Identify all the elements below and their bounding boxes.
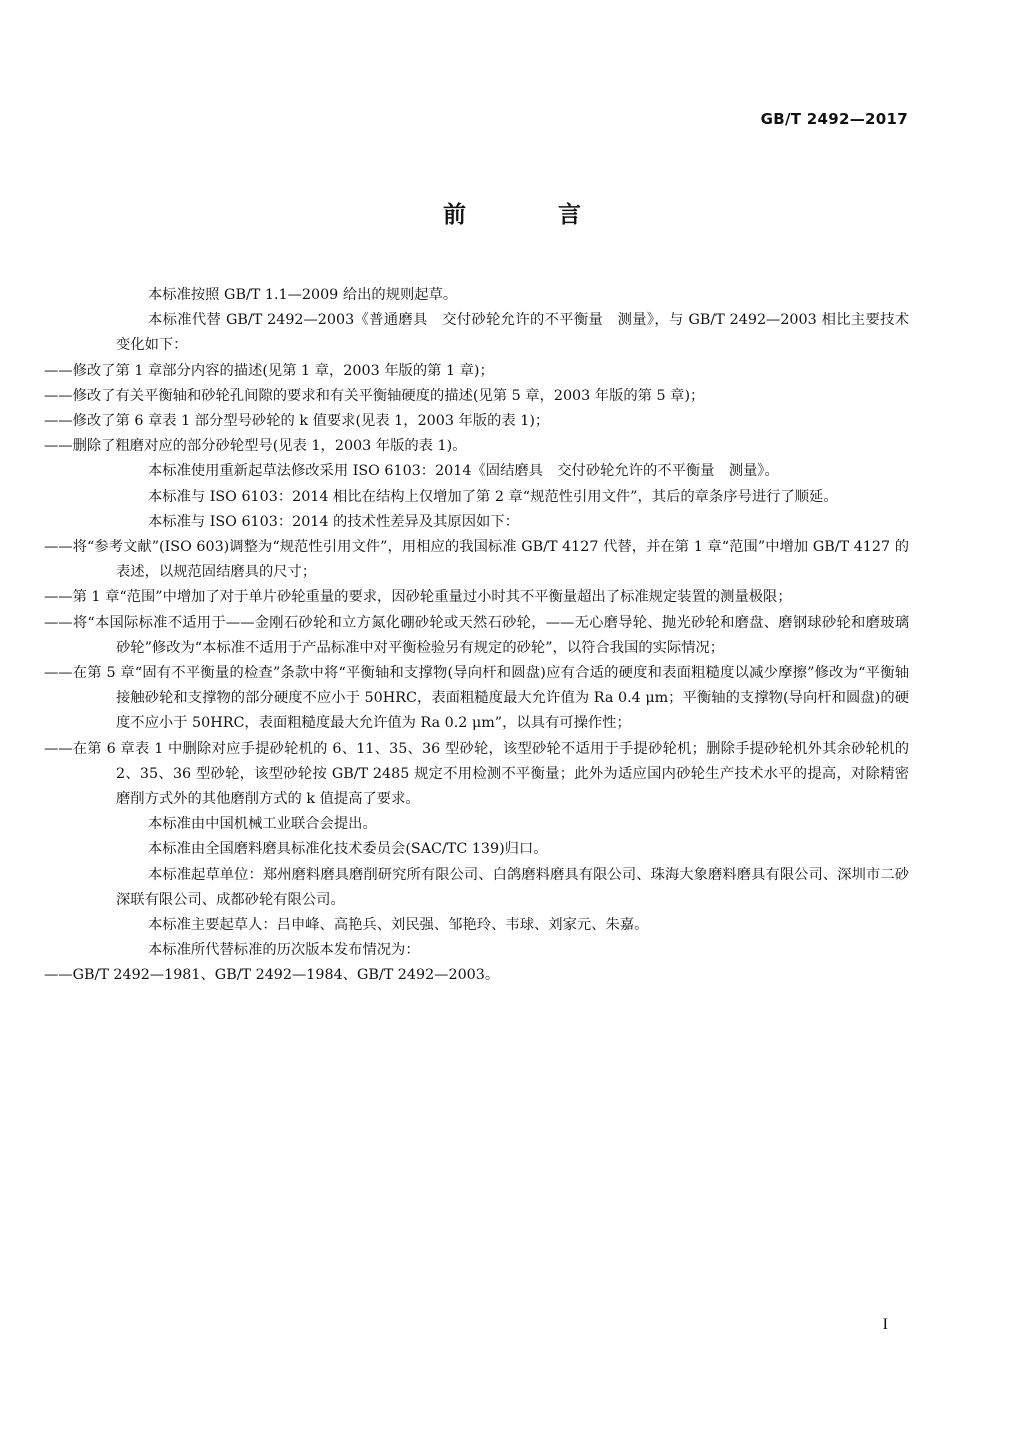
paragraph: 本标准与 ISO 6103：2014 相比在结构上仅增加了第 2 章“规范性引用文件”，其后的章条序号进行了顺延。 [148,488,838,505]
foreword-body [44,283,909,989]
list-item: ——将“本国际标准不适用于——金刚石砂轮和立方氮化硼砂轮或天然石砂轮，——无心磨导轮、抛光砂轮和磨盘、磨钢球砂轮和磨玻璃砂轮”修改为“本标准不适用于产品标准中对平衡检验另有规定的砂轮”，以符合我国的实际情况； [44,614,909,656]
paragraph: 本标准由全国磨料磨具标准化技术委员会(SAC/TC 139)归口。 [148,841,548,858]
paragraph: 本标准按照 GB/T 1.1—2009 给出的规则起草。 [148,287,458,303]
standard-code: GB/T 2492—2017 [760,110,908,128]
paragraph: 本标准所代替标准的历次版本发布情况为： [148,942,420,959]
paragraph: 本标准起草单位：郑州磨料磨具磨削研究所有限公司、白鸽磨料磨具有限公司、珠海大象磨料磨具有限公司、深圳市二砂深联有限公司、成都砂轮有限公司。 [116,866,909,908]
list-item: ——第 1 章“范围”中增加了对于单片砂轮重量的要求，因砂轮重量过小时其不平衡量超出了标准规定装置的测量极限； [44,589,792,606]
paragraph: 本标准代替 GB/T 2492—2003《普通磨具 交付砂轮允许的不平衡量 测量》，与 GB/T 2492—2003 相比主要技术变化如下： [116,312,909,354]
list-item: ——在第 5 章“固有不平衡量的检查”条款中将“平衡轴和支撑物(导向杆和圆盘)应有合适的硬度和表面粗糙度以减少摩擦”修改为“平衡轴接触砂轮和支撑物的部分硬度不应小于 50HRC，表面粗糙度最大允许值为 Ra 0.4 μm；平衡轴的支撑物(导向杆和圆盘)的硬度不应小于 50HRC，表面粗糙度最大允许值为 Ra 0.2 μm”，以具有可操作性； [44,665,909,732]
list-item: ——修改了第 1 章部分内容的描述(见第 1 章，2003 年版的第 1 章)； [44,362,494,379]
paragraph: 本标准主要起草人：吕申峰、高艳兵、刘民强、邹艳玲、韦球、刘家元、朱嘉。 [148,917,649,934]
list-item: ——在第 6 章表 1 中删除对应手提砂轮机的 6、11、35、36 型砂轮，该型砂轮不适用于手提砂轮机；删除手提砂轮机外其余砂轮机的 2、35、36 型砂轮，该型砂轮按 GB/T 2485 规定不用检测不平衡量；此外为适应国内砂轮生产技术水平的提高，对除精密磨削方式外的其他磨削方式的 k 值提高了要求。 [44,740,909,808]
list-item: ——删除了粗磨对应的部分砂轮型号(见表 1，2003 年版的表 1)。 [44,438,467,455]
list-item: ——将“参考文献”(ISO 603)调整为“规范性引用文件”，用相应的我国标准 GB/T 4127 代替，并在第 1 章“范围”中增加 GB/T 4127 的表述，以规范固结磨具的尺寸； [44,539,909,581]
paragraph: 本标准由中国机械工业联合会提出。 [148,816,377,833]
paragraph: 本标准使用重新起草法修改采用 ISO 6103：2014《固结磨具 交付砂轮允许的不平衡量 测量》。 [148,463,779,480]
page-number: I [882,1316,888,1333]
list-item: ——修改了第 6 章表 1 部分型号砂轮的 k 值要求(见表 1，2003 年版的表 1)； [44,413,550,430]
page-title: 前 言 [442,202,623,228]
list-item: ——修改了有关平衡轴和砂轮孔间隙的要求和有关平衡轴硬度的描述(见第 5 章，2003 年版的第 5 章)； [44,387,705,404]
list-item: ——GB/T 2492—1981、GB/T 2492—1984、GB/T 2492—2003。 [44,967,500,984]
paragraph: 本标准与 ISO 6103：2014 的技术性差异及其原因如下： [148,513,519,530]
